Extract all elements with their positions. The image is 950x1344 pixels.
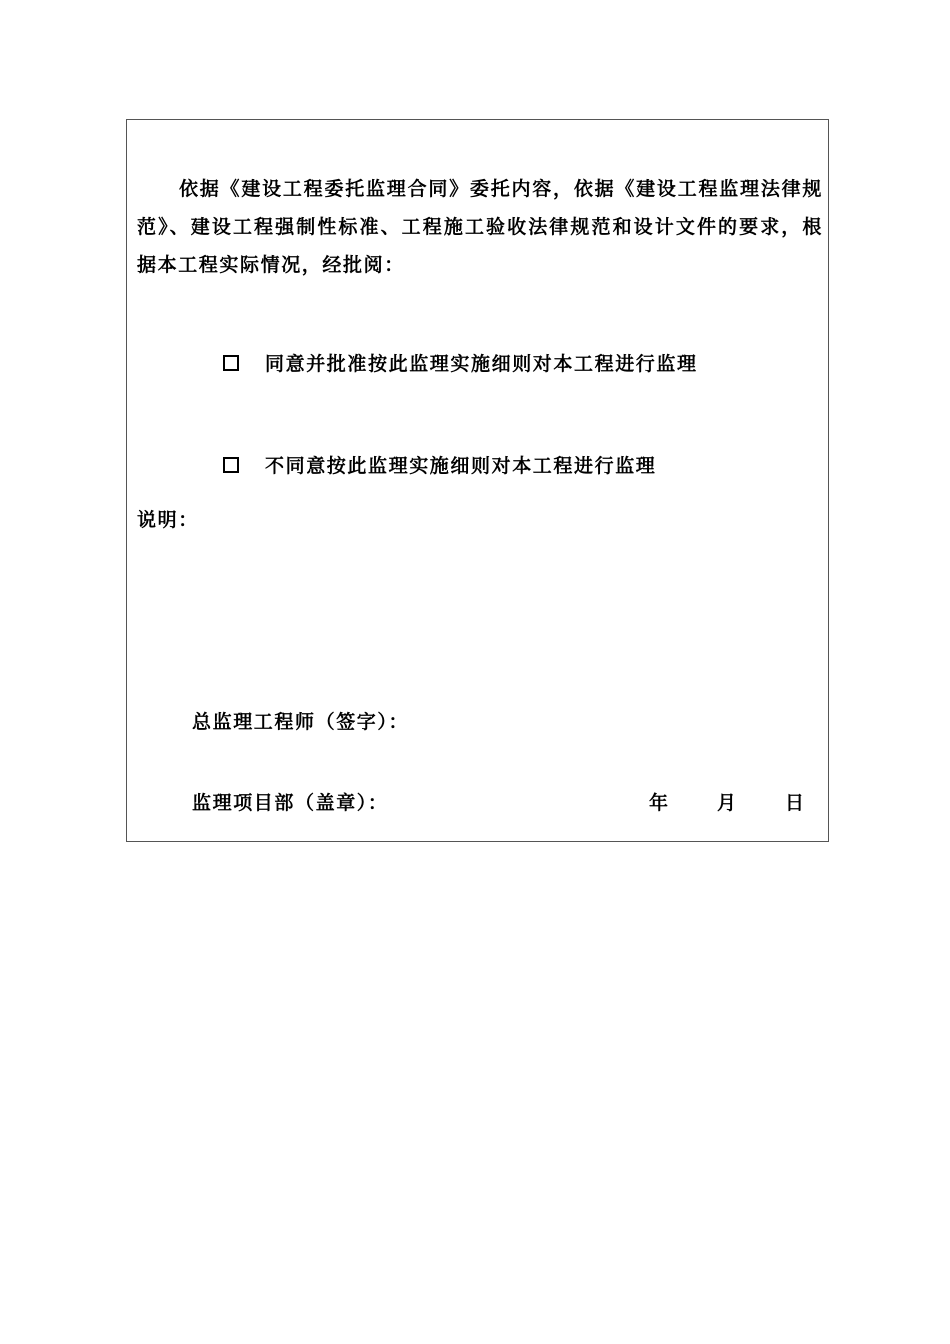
reject-option-label: 不同意按此监理实施细则对本工程进行监理 [265,455,657,477]
reject-checkbox[interactable] [223,457,239,473]
reject-option[interactable] [223,451,656,478]
approve-option-label: 同意并批准按此监理实施细则对本工程进行监理 [265,353,698,375]
basis-paragraph: 依据《建设工程委托监理合同》委托内容，依据《建设工程监理法律规范》、建设工程强制性标准、工程施工验收法律规范和设计文件的要求，根据本工程实际情况，经批阅： [137,178,823,276]
date-year-label: 年 [649,792,669,814]
chief-engineer-signature-label: 总监理工程师（签字）： [192,711,410,733]
approve-checkbox[interactable] [223,355,239,371]
date-day-label: 日 [785,792,805,814]
approve-option[interactable] [223,349,698,376]
date-month-label: 月 [717,792,737,814]
note-label: 说明： [137,509,199,531]
approval-form [126,119,829,842]
project-dept-seal-label: 监理项目部（盖章）： [192,792,389,814]
